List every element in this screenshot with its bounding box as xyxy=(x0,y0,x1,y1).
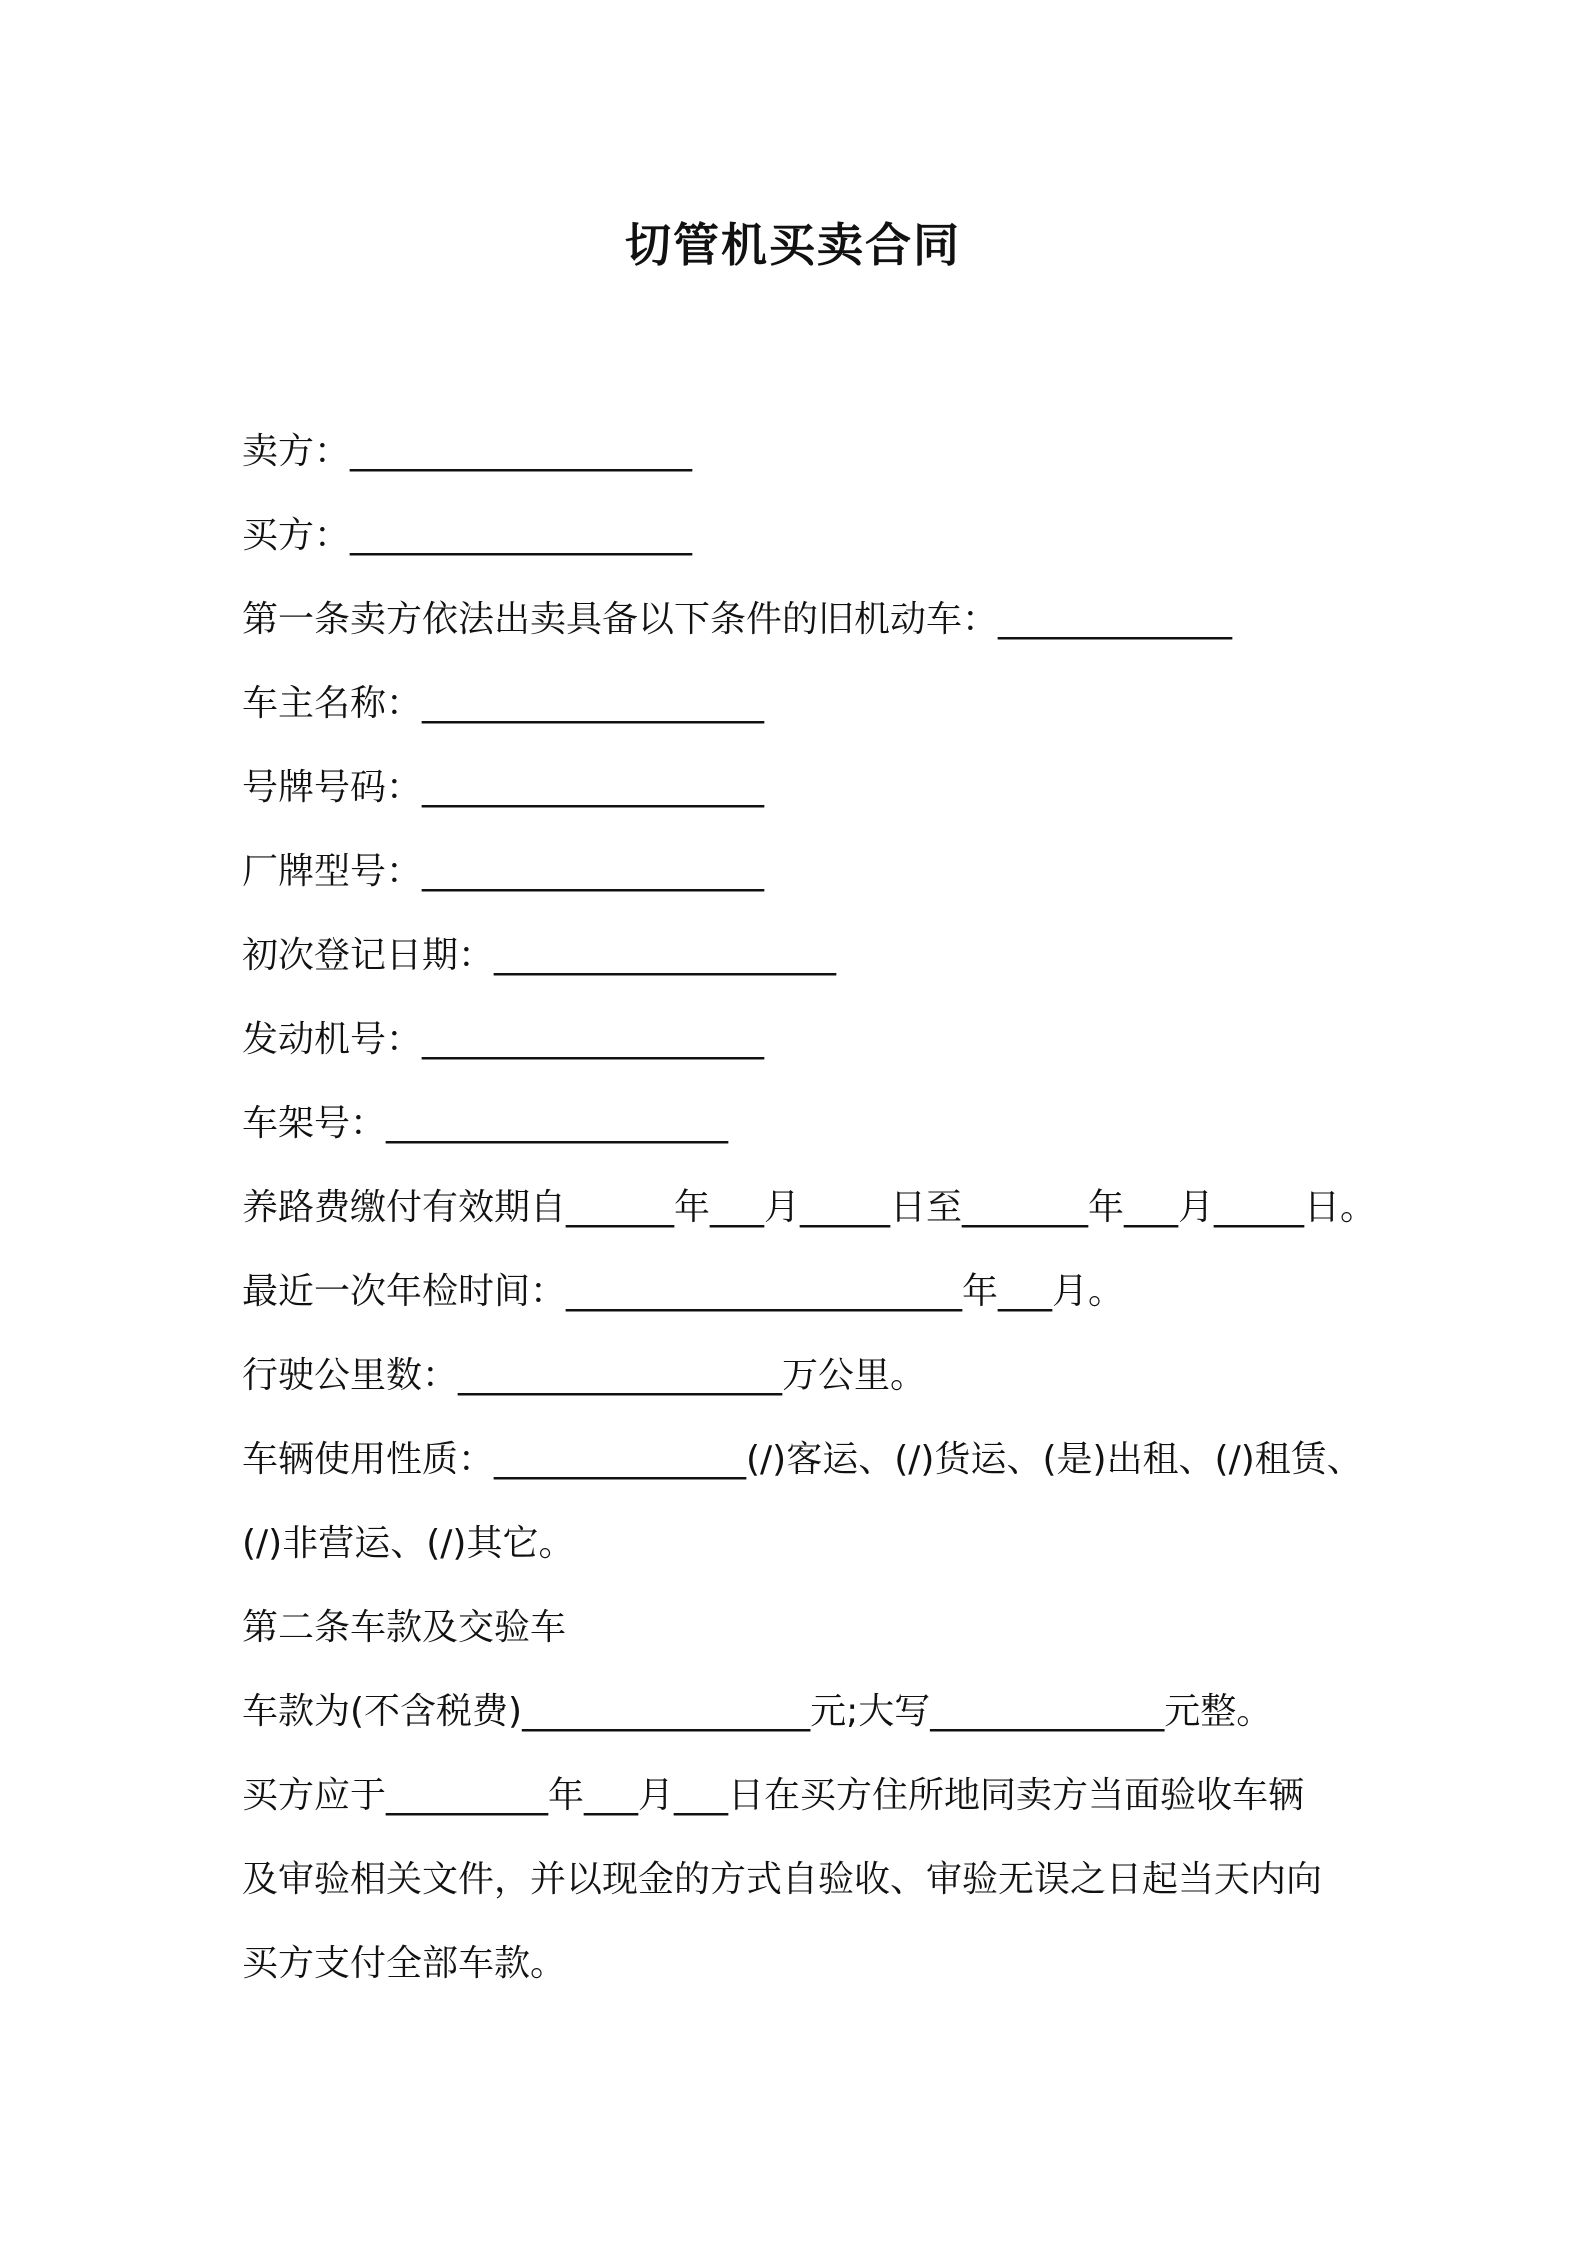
document-body xyxy=(242,410,1377,2006)
last-inspection-line: 最近一次年检时间：______________________年___月。 xyxy=(242,1271,1125,1312)
usage-nature-line: 车辆使用性质：______________(/)客运、(/)货运、(是)出租、(/)租赁、 xyxy=(242,1439,1363,1480)
road-fee-validity-line: 养路费缴付有效期自______年___月_____日至_______年___月_____日。 xyxy=(242,1187,1377,1228)
mileage-line: 行驶公里数：__________________万公里。 xyxy=(242,1355,927,1396)
seller-line: 卖方：___________________ xyxy=(242,431,693,472)
buyer-line: 买方：___________________ xyxy=(242,515,693,556)
engine-number-line: 发动机号：___________________ xyxy=(242,1019,765,1060)
inspection-paragraph-line-3: 买方支付全部车款。 xyxy=(242,1943,567,1984)
plate-number-line: 号牌号码：___________________ xyxy=(242,767,765,808)
document-title: 切管机买卖合同 xyxy=(625,218,961,272)
owner-name-line: 车主名称：___________________ xyxy=(242,683,765,724)
clause-2-heading: 第二条车款及交验车 xyxy=(242,1607,567,1648)
inspection-paragraph-line-2: 及审验相关文件，并以现金的方式自验收、审验无误之日起当天内向 xyxy=(242,1859,1323,1900)
first-registration-date-line: 初次登记日期：___________________ xyxy=(242,935,837,976)
clause-1-heading: 第一条卖方依法出卖具备以下条件的旧机动车：_____________ xyxy=(242,599,1233,640)
usage-nature-line-continued: (/)非营运、(/)其它。 xyxy=(242,1523,575,1564)
inspection-paragraph-line-1: 买方应于_________年___月___日在买方住所地同卖方当面验收车辆 xyxy=(242,1775,1305,1816)
frame-number-line: 车架号：___________________ xyxy=(242,1103,729,1144)
brand-model-line: 厂牌型号：___________________ xyxy=(242,851,765,892)
price-line: 车款为(不含税费)________________元;大写_____________元整。 xyxy=(242,1691,1273,1732)
